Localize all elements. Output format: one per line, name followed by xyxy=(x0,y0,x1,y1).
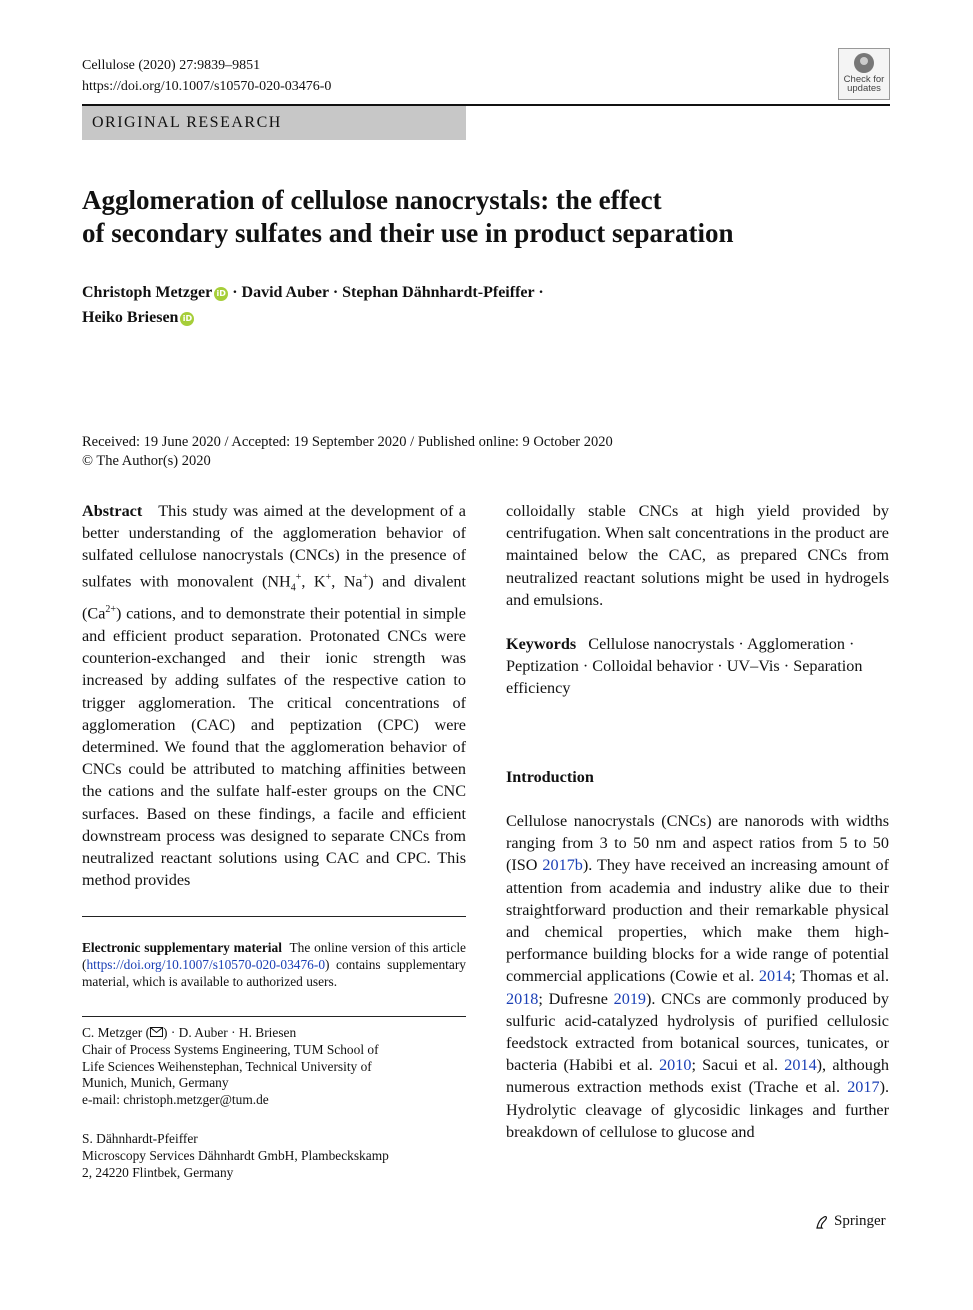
author-name[interactable]: Heiko Briesen xyxy=(82,309,179,326)
citation-link[interactable]: 2010 xyxy=(659,1056,692,1075)
esm-label: Electronic supplementary material xyxy=(82,940,282,955)
check-label-1: Check for xyxy=(843,74,885,85)
doi-link[interactable]: https://doi.org/10.1007/s10570-020-03476-0 xyxy=(82,79,332,94)
author-name[interactable]: David Auber xyxy=(241,284,329,301)
footnote-rule xyxy=(82,916,466,917)
citation-link[interactable]: 2019 xyxy=(613,989,646,1008)
check-label-2: updates xyxy=(847,83,881,94)
citation-link[interactable]: 2014 xyxy=(758,967,792,986)
abstract-continued: colloidally stable CNCs at high yield provided by centrifugation. When salt concentrations in the product are maintained below the CAC, as prepared CNCs from neutralized reactant solutions might be used in hydrogels and emulsions. xyxy=(506,502,889,609)
citation-link[interactable]: 2017b xyxy=(542,856,583,875)
keywords-text: Cellulose nanocrystals · Agglomeration · Peptization · Colloidal behavior · UV–Vis · Separation efficiency xyxy=(506,635,863,698)
orcid-icon[interactable]: iD xyxy=(214,287,228,301)
citation-link[interactable]: 2018 xyxy=(506,989,539,1008)
keywords-label: Keywords xyxy=(506,635,577,653)
author-name[interactable]: Christoph Metzger xyxy=(82,284,213,301)
publisher-logo xyxy=(814,1213,886,1230)
dates-line: Received: 19 June 2020 / Accepted: 19 September 2020 / Published online: 9 October 2020 xyxy=(82,434,613,450)
esm-link[interactable]: https://doi.org/10.1007/s10570-020-03476-0 xyxy=(86,956,326,972)
affiliation-rule xyxy=(82,1016,466,1017)
abstract-label: Abstract xyxy=(82,502,143,520)
author-separator: · xyxy=(332,284,339,301)
article-title xyxy=(82,184,882,250)
citation-link[interactable]: 2014 xyxy=(784,1056,817,1075)
section-heading-introduction: Introduction xyxy=(506,768,594,786)
abstract: Abstract This study was aimed at the development of a better understanding of the agglomeration behavior of sulfated cellulose nanocrystals (CNCs) in the presence of sulfates with monovalent ($NH_4^+$, K+, Na+) and divalent $(Ca^{2+})$ cations, and to demonstrate their potential in simple and efficient product separation. Protonated CNCs were counterion-exchanged and their ionic strength was increased by adding sulfates of the respective cation to trigger agglomeration. The critical concentrations of agglomeration (CAC) and peptization (CPC) were determined. We found that the agglomeration behavior of CNCs could be attributed to matching affinities between the cations and the sulfate half-ester groups on the CNC surfaces. Based on these findings, a facile and efficient downstream process was designed to separate CNCs from neutralized reactant solutions using CAC and CPC. This method provides xyxy=(82,502,467,890)
publication-dates xyxy=(82,433,613,471)
author-separator: · xyxy=(232,284,238,301)
author-list xyxy=(82,280,882,330)
keywords xyxy=(506,633,889,700)
check-for-updates-button[interactable] xyxy=(838,48,890,100)
publisher-name: Springer xyxy=(834,1213,886,1229)
crossmark-icon xyxy=(854,53,874,73)
introduction-text: Cellulose nanocrystals (CNCs) are nanorods with widths ranging from 3 to 50 nm and aspect ratios from 5 to 50 (ISO 2017b). They have received an increasing amount of attention from academia and industry alike due to their straightforward production and their remarkable physical and chemical properties, which make them high-performance building blocks for a wide range of potential commercial applications (Cowie et al. 2014; Thomas et al. 2018; Dufresne 2019). CNCs are commonly produced by sulfuric acid-catalyzed hydrolysis of purified cellulosic feedstock extracted from botanical sources, tunicates, or bacteria (Habibi et al. 2010; Sacui et al. 2014), although numerous extraction methods exist (Trache et al. 2017). Hydrolytic cleavage of glycosidic linkages and further breakdown of cellulose to glucose and xyxy=(506,812,890,1141)
affiliation-block-2: S. Dähnhardt-Pfeiffer Microscopy Services Dähnhardt GmbH, Plambeckskamp 2, 24220 Flintbek, Germany xyxy=(82,1131,389,1180)
title-line-1: Agglomeration of cellulose nanocrystals: the effect xyxy=(82,185,662,215)
supplementary-note: Electronic supplementary material The online version of this article (https://doi.org/10.1007/s10570-020-03476-0) contains supplementary material, which is available to authorized users. xyxy=(82,940,466,989)
affiliation-block-1: C. Metzger ( ) · D. Auber · H. Briesen Chair of Process Systems Engineering, TUM School of Life Sciences Weihenstephan, Technical University of Munich, Munich, Germany e-mail: christoph.metzger@tum.de xyxy=(82,1025,466,1109)
citation-link[interactable]: 2017 xyxy=(847,1078,880,1097)
envelope-icon[interactable] xyxy=(150,1027,163,1037)
title-line-2: of secondary sulfates and their use in product separation xyxy=(82,218,734,248)
article-type-badge: ORIGINAL RESEARCH xyxy=(82,106,466,140)
author-email[interactable]: e-mail: christoph.metzger@tum.de xyxy=(82,1092,269,1108)
author-name[interactable]: Stephan Dähnhardt-Pfeiffer xyxy=(342,284,535,301)
orcid-icon[interactable]: iD xyxy=(180,312,194,326)
abstract-text: This study was aimed at the development of a better understanding of the agglomeration behavior of sulfated cellulose nanocrystals (CNCs) in the presence of sulfates with monovalent (NH xyxy=(82,502,466,590)
author-separator: · xyxy=(538,284,544,301)
journal-citation: Cellulose (2020) 27:9839–9851 xyxy=(82,58,261,73)
copyright-line: © The Author(s) 2020 xyxy=(82,453,211,469)
springer-horse-icon xyxy=(814,1214,830,1230)
